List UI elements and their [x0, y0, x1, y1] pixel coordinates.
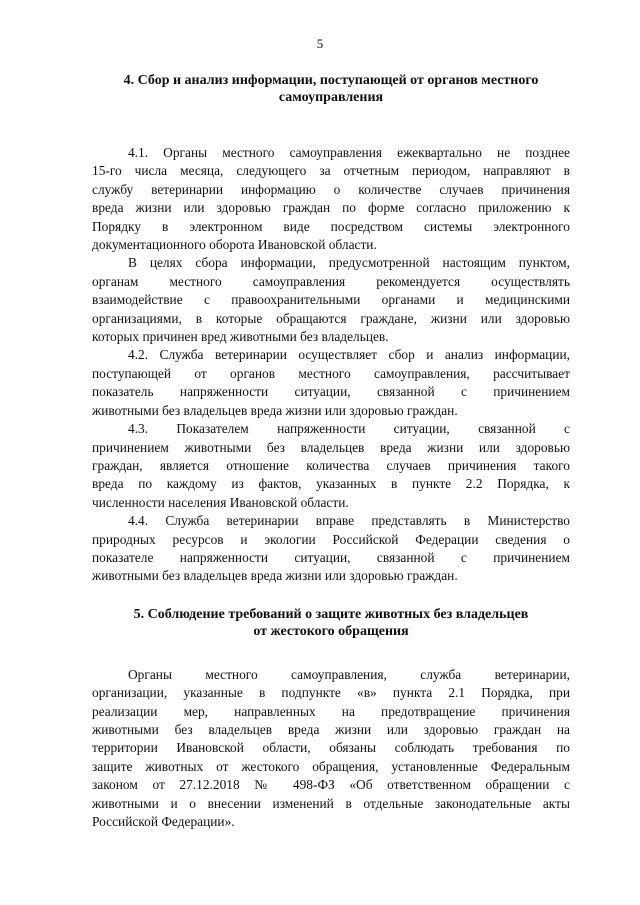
paragraph [92, 346, 570, 420]
section-5-paragraphs [92, 666, 570, 832]
paragraph-line: службу ветеринарии информацию о количестве случаев причинения [92, 181, 570, 197]
heading-line: самоуправления [278, 90, 384, 105]
paragraph-line: вреда жизни или здоровью граждан по форме согласно приложению к [92, 200, 570, 216]
section-5-heading [92, 606, 570, 640]
paragraph-line: 15-го числа месяца, следующего за отчетным периодом, направляют в [92, 163, 570, 179]
paragraph [92, 144, 570, 254]
paragraph-line: В целях сбора информации, предусмотренной настоящим пунктом, [128, 255, 570, 271]
paragraph-line: поступающей от органов местного самоуправления, рассчитывает [92, 365, 570, 381]
paragraph-line: документационного оборота Ивановской области. [92, 237, 377, 253]
paragraph-line: законом от 27.12.2018 № 498-ФЗ «Об ответственном обращении с [92, 777, 570, 793]
paragraph [92, 512, 570, 586]
paragraph-line: животными без владельцев вреда жизни или здоровью граждан на [92, 721, 570, 737]
page-number: 5 [316, 36, 324, 51]
paragraph-line: защите животных от жестокого обращения, установленные Федеральным [92, 758, 570, 774]
paragraph-line: которых причинен вред животными без владельцев. [92, 329, 389, 345]
paragraph-line: Российской Федерации». [92, 814, 235, 829]
paragraph-line: показатель напряженности ситуации, связанной с причинением [92, 384, 570, 400]
heading-line: от жестокого обращения [253, 623, 409, 639]
section-4-heading [92, 72, 570, 106]
paragraph [92, 420, 570, 512]
paragraph-line: животными без владельцев вреда жизни или здоровью граждан. [92, 402, 458, 418]
heading-line: 4. Сбор и анализ информации, поступающей от органов местного [123, 73, 539, 88]
paragraph [92, 666, 570, 832]
heading-line: 5. Соблюдение требований о защите животных без владельцев [133, 606, 529, 622]
paragraph-line: органам местного самоуправления рекомендуется осуществлять [92, 273, 570, 289]
paragraph-line: животными и о внесении изменений в отдельные законодательные акты [92, 795, 570, 811]
paragraph-line: территории Ивановской области, обязаны соблюдать требования по [92, 740, 570, 756]
paragraph-line: 4.3. Показателем напряженности ситуации, связанной с [128, 421, 570, 437]
paragraph-line: организации, указанные в подпункте «в» пункта 2.1 Порядка, при [92, 685, 570, 701]
paragraph-line: Органы местного самоуправления, служба ветеринарии, [128, 666, 570, 682]
paragraph-line: животными без владельцев вреда жизни или здоровью граждан. [92, 568, 458, 584]
paragraph-line: граждан, является отношение количества случаев причинения такого [92, 457, 570, 473]
paragraph-line: 4.2. Служба ветеринарии осуществляет сбор и анализ информации, [128, 347, 570, 363]
paragraph-line: 4.4. Служба ветеринарии вправе представлять в Министерство [128, 513, 570, 529]
paragraph-line: 4.1. Органы местного самоуправления ежеквартально не позднее [128, 145, 570, 160]
paragraph-line: Порядку в электронном виде посредством системы электронного [92, 218, 570, 234]
document-body [92, 72, 570, 831]
section-4-paragraphs [92, 144, 570, 586]
paragraph-line: взаимодействие с правоохранительными органами и медицинскими [92, 292, 570, 308]
paragraph-line: организациями, в которые обращаются граждане, жизни или здоровью [92, 310, 570, 326]
paragraph-line: численности населения Ивановской области. [92, 494, 349, 510]
paragraph-line: реализации мер, направленных на предотвращение причинения [92, 703, 570, 719]
paragraph-line: вреда по каждому из фактов, указанных в пункте 2.2 Порядка, к [92, 476, 570, 492]
paragraph-line: причинением животными без владельцев вреда жизни или здоровью [92, 439, 570, 455]
paragraph-line: природных ресурсов и экологии Российской Федерации сведения о [92, 531, 570, 547]
paragraph [92, 254, 570, 346]
paragraph-line: показателе напряженности ситуации, связанной с причинением [92, 549, 570, 565]
